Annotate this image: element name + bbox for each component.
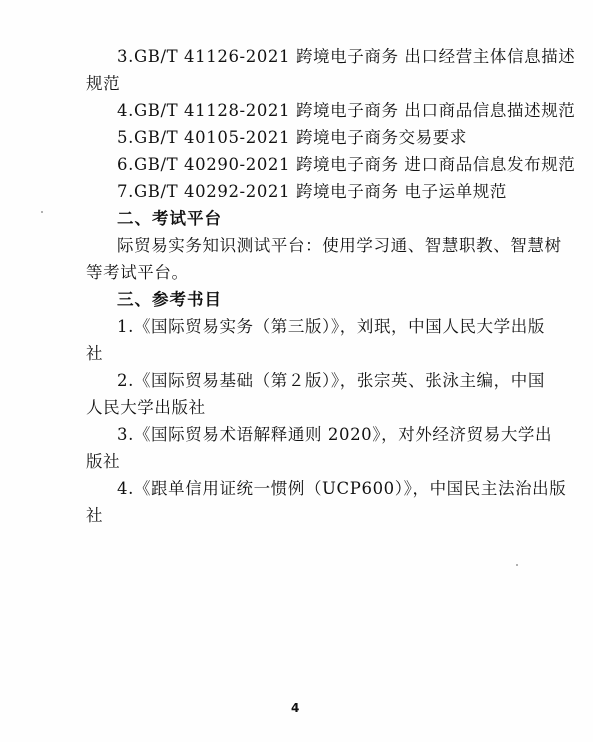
section-3-heading: 三、参考书目 bbox=[117, 290, 222, 309]
standard-6: 6.GB/T 40290-2021 跨境电子商务 进口商品信息发布规范 bbox=[117, 155, 576, 174]
section-2-line-2: 等考试平台。 bbox=[86, 263, 189, 282]
section-2-heading: 二、考试平台 bbox=[117, 209, 222, 228]
standard-3-line-2: 规范 bbox=[86, 74, 121, 93]
book-2-line-1: 2.《国际贸易基础（第２版）》，张宗英、张泳主编，中国 bbox=[117, 371, 545, 390]
standard-5: 5.GB/T 40105-2021 跨境电子商务交易要求 bbox=[117, 128, 467, 147]
page-number: 4 bbox=[291, 701, 300, 715]
book-4-line-2: 社 bbox=[86, 506, 104, 525]
book-3-line-2: 版社 bbox=[86, 452, 121, 471]
book-1-line-1: 1.《国际贸易实务（第三版）》，刘珉，中国人民大学出版 bbox=[117, 317, 545, 336]
book-2-line-2: 人民大学出版社 bbox=[86, 398, 206, 417]
book-1-line-2: 社 bbox=[86, 344, 104, 363]
standard-4: 4.GB/T 41128-2021 跨境电子商务 出口商品信息描述规范 bbox=[117, 101, 576, 120]
book-3-line-1: 3.《国际贸易术语解释通则 2020》，对外经济贸易大学出 bbox=[117, 425, 553, 444]
standard-3-line-1: 3.GB/T 41126-2021 跨境电子商务 出口经营主体信息描述 bbox=[117, 47, 576, 66]
standard-7: 7.GB/T 40292-2021 跨境电子商务 电子运单规范 bbox=[117, 182, 508, 201]
scan-speck bbox=[41, 211, 43, 213]
book-4-line-1: 4.《跟单信用证统一惯例（UCP600）》，中国民主法治出版 bbox=[117, 479, 567, 498]
section-2-line-1: 际贸易实务知识测试平台：使用学习通、智慧职教、智慧树 bbox=[117, 236, 562, 255]
scan-speck bbox=[516, 564, 518, 566]
